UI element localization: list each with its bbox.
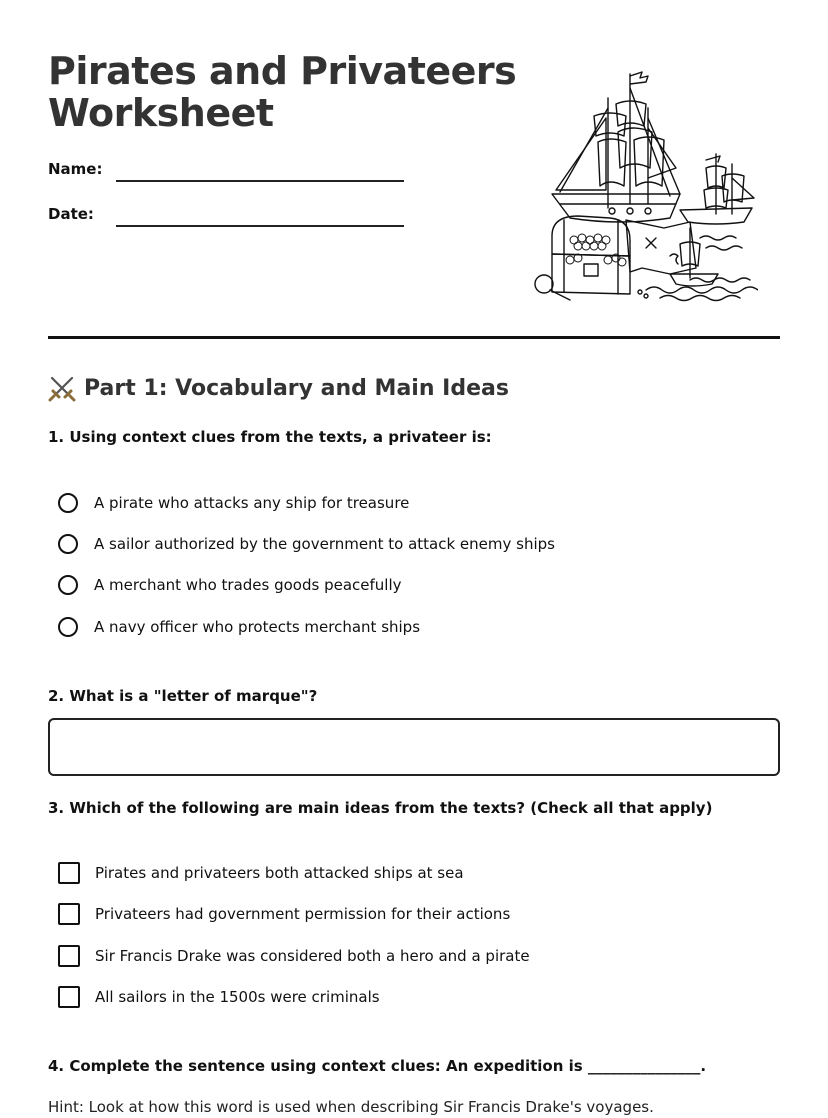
radio-button[interactable]: [58, 493, 78, 513]
q3-option-1[interactable]: [58, 860, 464, 886]
checkbox[interactable]: [58, 945, 80, 967]
section-title: [48, 374, 509, 402]
q3-option-3[interactable]: [58, 943, 530, 969]
q3-option-4[interactable]: [58, 984, 380, 1010]
question-2: 2. What is a "letter of marque"?: [48, 687, 318, 705]
question-3: 3. Which of the following are main ideas from the texts? (Check all that apply): [48, 799, 713, 817]
date-field[interactable]: [116, 225, 404, 227]
title-line-2: Worksheet: [48, 91, 274, 135]
q1-option-3[interactable]: [58, 572, 402, 598]
option-label: A sailor authorized by the government to attack enemy ships: [94, 535, 555, 553]
option-label: Privateers had government permission for their actions: [95, 905, 511, 923]
radio-button[interactable]: [58, 575, 78, 595]
option-label: Pirates and privateers both attacked ships at sea: [95, 864, 464, 882]
q1-option-2[interactable]: [58, 531, 555, 557]
name-label: Name:: [48, 160, 103, 178]
option-label: A pirate who attacks any ship for treasure: [94, 494, 410, 512]
question-4: 4. Complete the sentence using context clues: An expedition is _______________.: [48, 1057, 707, 1075]
option-label: A merchant who trades goods peacefully: [94, 576, 402, 594]
header-divider: [48, 336, 780, 339]
q3-option-2[interactable]: [58, 901, 510, 927]
option-label: Sir Francis Drake was considered both a hero and a pirate: [95, 947, 530, 965]
option-label: A navy officer who protects merchant ships: [94, 618, 421, 636]
radio-button[interactable]: [58, 534, 78, 554]
q1-option-4[interactable]: [58, 614, 420, 640]
radio-button[interactable]: [58, 617, 78, 637]
q1-option-1[interactable]: [58, 490, 409, 516]
name-field[interactable]: [116, 180, 404, 182]
crossed-swords-icon: [48, 374, 76, 402]
title-line-1: Pirates and Privateers: [48, 49, 517, 93]
page-title: [48, 50, 516, 134]
checkbox[interactable]: [58, 986, 80, 1008]
date-label: Date:: [48, 205, 94, 223]
pirate-ships-treasure-illustration: [530, 68, 758, 304]
q2-answer-field[interactable]: [48, 718, 780, 776]
section-title-text: Part 1: Vocabulary and Main Ideas: [84, 375, 509, 401]
q4-hint: Hint: Look at how this word is used when describing Sir Francis Drake's voyages.: [48, 1098, 654, 1116]
checkbox[interactable]: [58, 862, 80, 884]
question-1: 1. Using context clues from the texts, a privateer is:: [48, 428, 492, 446]
checkbox[interactable]: [58, 903, 80, 925]
option-label: All sailors in the 1500s were criminals: [95, 988, 380, 1006]
